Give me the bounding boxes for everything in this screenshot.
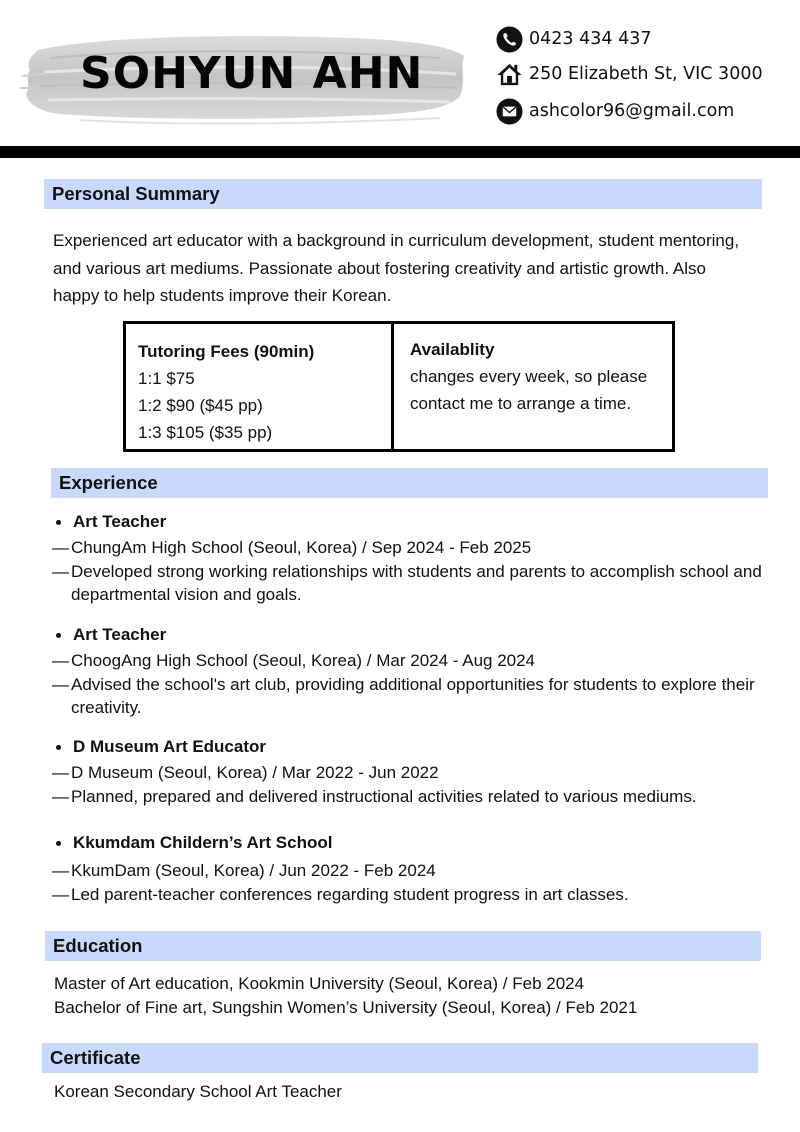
fee-row: 1:2 $90 ($45 pp)	[138, 396, 263, 415]
section-heading-certificate: Certificate	[42, 1043, 758, 1073]
job-detail: KkumDam (Seoul, Korea) / Jun 2022 - Feb 2024	[71, 861, 436, 880]
phone-number: 0423 434 437	[529, 29, 652, 49]
job-detail: Advised the school's art club, providing additional opportunities for students to explore their creativity.	[71, 674, 755, 717]
availability-cell	[394, 324, 672, 449]
section-heading-experience: Experience	[51, 468, 768, 498]
job-entry: Art Teacher — ChoogAng High School (Seoul, Korea) / Mar 2024 - Aug 2024 — Advised the school's art club, providing additional opportunities for students to explore their creativity.	[52, 623, 792, 720]
address: 250 Elizabeth St, VIC 3000	[529, 64, 763, 84]
job-entry: Art Teacher — ChungAm High School (Seoul, Korea) / Sep 2024 - Feb 2025 — Developed strong working relationships with students and parents to accomplish school and departmental vision and goals.	[52, 510, 792, 607]
bullet-icon	[56, 745, 61, 750]
job-entry: D Museum Art Educator — D Museum (Seoul, Korea) / Mar 2022 - Jun 2022 — Planned, prepared and delivered instructional activities related to various mediums.	[52, 735, 792, 808]
header-divider	[0, 146, 800, 158]
availability-text: changes every week, so please contact me to arrange a time.	[410, 367, 648, 413]
summary-text: Experienced art educator with a background in curriculum development, student mentoring, and various art mediums. Passionate about fostering creativity and artistic growth. Also happy to help students improve their Korean.	[53, 231, 740, 305]
section-heading-education: Education	[45, 931, 761, 961]
fees-title: Tutoring Fees (90min)	[138, 342, 315, 361]
job-detail: Led parent-teacher conferences regarding student progress in art classes.	[71, 884, 629, 904]
job-detail: D Museum (Seoul, Korea) / Mar 2022 - Jun 2022	[71, 763, 439, 782]
education-item: Bachelor of Fine art, Sungshin Women’s University (Seoul, Korea) / Feb 2021	[54, 997, 638, 1017]
fees-table	[123, 321, 675, 452]
job-title: Art Teacher	[73, 625, 167, 644]
bullet-icon	[56, 633, 61, 638]
bullet-icon	[56, 841, 61, 846]
job-title: Art Teacher	[73, 512, 167, 531]
contact-email	[496, 97, 734, 125]
section-heading-summary: Personal Summary	[44, 179, 762, 209]
job-entry: Kkumdam Childern’s Art School — KkumDam (Seoul, Korea) / Jun 2022 - Feb 2024 — Led parent-teacher conferences regarding student progress in art classes.	[52, 831, 792, 906]
job-title: Kkumdam Childern’s Art School	[73, 833, 333, 852]
availability-title: Availablity	[410, 340, 495, 359]
job-detail: ChoogAng High School (Seoul, Korea) / Mar 2024 - Aug 2024	[71, 651, 536, 670]
email-address: ashcolor96@gmail.com	[529, 101, 735, 121]
fees-cell	[126, 324, 394, 449]
home-icon	[496, 61, 523, 88]
education-item: Master of Art education, Kookmin University (Seoul, Korea) / Feb 2024	[54, 974, 585, 993]
job-detail: Developed strong working relationships with students and parents to accomplish school and departmental vision and goals.	[71, 561, 762, 604]
bullet-icon	[56, 520, 61, 525]
contact-address	[496, 60, 763, 88]
contact-phone	[496, 25, 651, 53]
job-detail: ChungAm High School (Seoul, Korea) / Sep 2024 - Feb 2025	[71, 538, 532, 557]
education-list	[54, 972, 794, 1019]
phone-icon	[496, 26, 523, 53]
certificate-item: Korean Secondary School Art Teacher	[54, 1082, 342, 1101]
job-detail: Planned, prepared and delivered instructional activities related to various mediums.	[71, 786, 697, 806]
fee-row: 1:3 $105 ($35 pp)	[138, 423, 273, 442]
candidate-name: SOHYUN AHN	[80, 48, 424, 99]
mail-icon	[496, 98, 523, 125]
fee-row: 1:1 $75	[138, 369, 195, 388]
job-title: D Museum Art Educator	[73, 737, 267, 756]
